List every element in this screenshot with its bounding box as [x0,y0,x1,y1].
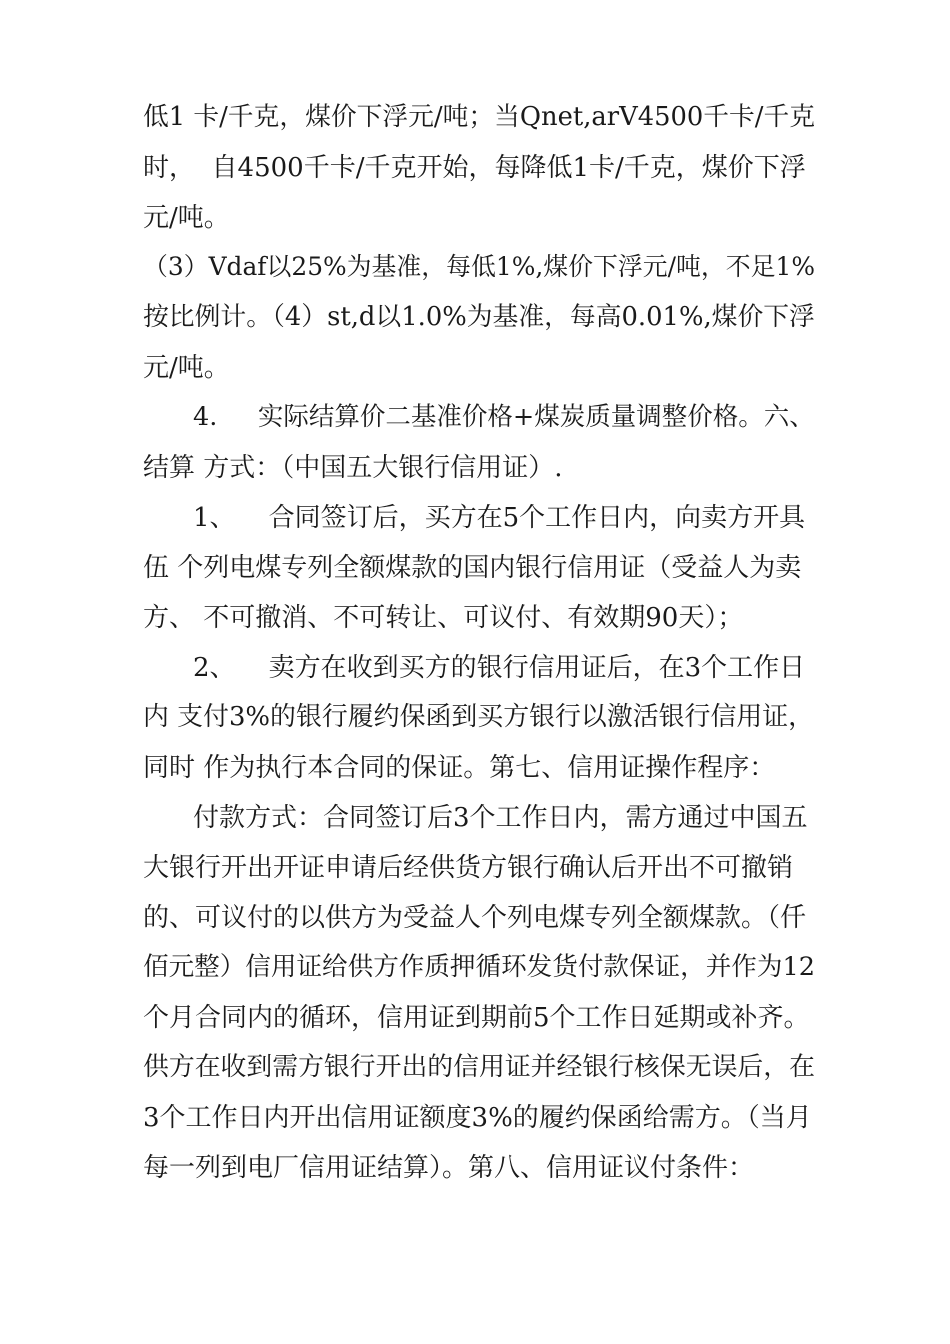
text-line: 按比例计。（4）st,d以1.0%为基准，每高0.01%,煤价下浮 [143,302,815,332]
text-line: 佰元整）信用证给供方作质押循环发货付款保证，并作为12 [143,952,815,982]
text-line: 个月合同内的循环，信用证到期前5个工作日延期或补齐。 [143,1003,810,1033]
text-line: 同时 作为执行本合同的保证。第七、信用证操作程序： [143,753,776,783]
text-line: 元/吨。 [143,203,230,233]
text-line: 时， 自4500千卡/千克开始，每降低1卡/千克，煤价下浮 [143,153,806,183]
text-line: 伍 个列电煤专列全额煤款的国内银行信用证（受益人为卖 [143,553,802,583]
text-line: 1、 合同签订后，买方在5个工作日内，向卖方开具 [193,503,806,533]
text-line: 付款方式：合同签订后3个工作日内，需方通过中国五 [193,803,808,833]
text-line: 供方在收到需方银行开出的信用证并经银行核保无误后，在 [143,1052,815,1082]
text-line: 大银行开出开证申请后经供货方银行确认后开出不可撤销 [143,853,794,883]
text-line: 低1 卡/千克，煤价下浮元/吨；当Qnet,arV4500千卡/千克 [143,102,816,132]
text-line: 每一列到电厂信用证结算）。第八、信用证议付条件： [143,1153,755,1183]
text-line: （3）Vdaf以25%为基准，每低1%,煤价下浮元/吨，不足1% [143,252,816,281]
text-line: 结算 方式：（中国五大银行信用证）. [143,453,563,483]
text-line: 3个工作日内开出信用证额度3%的履约保函给需方。（当月 [143,1103,812,1133]
text-line: 方、 不可撤消、不可转让、可议付、有效期90天）； [143,603,744,633]
text-line: 内 支付3%的银行履约保函到买方银行以激活银行信用证， [143,702,815,732]
text-line: 2、 卖方在收到买方的银行信用证后，在3个工作日 [193,653,806,683]
text-line: 元/吨。 [143,353,230,383]
text-line: 的、可议付的以供方为受益人个列电煤专列全额煤款。（仟 [143,903,807,933]
text-line: 4. 实际结算价二基准价格+煤炭质量调整价格。六、 [193,402,815,432]
